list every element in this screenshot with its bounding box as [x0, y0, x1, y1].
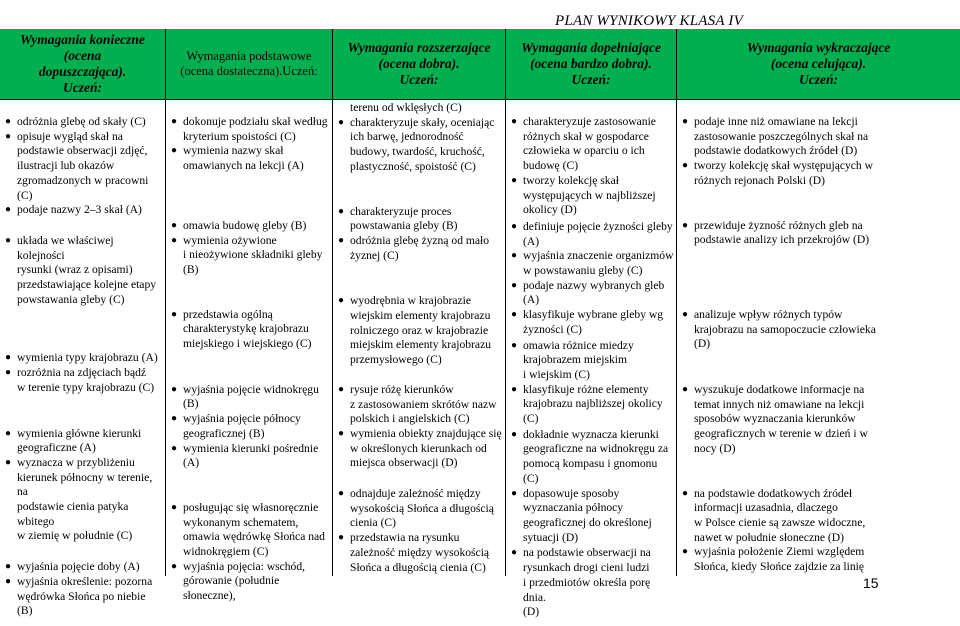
- requirement-block: [4, 427, 162, 545]
- page-number: 15: [863, 575, 879, 591]
- requirement-block: [681, 115, 891, 189]
- bullet-icon: ●: [338, 427, 345, 439]
- list-item-continuation: rolniczego oraz w krajobrazie: [350, 323, 489, 337]
- list-item-continuation: w terenie typy krajobrazu (C): [17, 380, 155, 394]
- bullet-icon: ●: [511, 339, 518, 351]
- bullet-icon: ●: [511, 250, 518, 262]
- list-item-continuation: plastyczność, spoistość (C): [350, 159, 476, 173]
- bullet-icon: ●: [5, 427, 12, 439]
- bullet-icon: ●: [171, 234, 178, 246]
- list-item-continuation: w określonych kierunkach od: [350, 441, 487, 455]
- bullet-icon: ●: [171, 413, 178, 425]
- bullet-icon: ●: [338, 205, 345, 217]
- list-item: ● wymienia nazwy skał: [171, 144, 284, 158]
- list-item-continuation: (A): [523, 293, 540, 307]
- bullet-icon: ●: [5, 561, 12, 573]
- list-item-continuation: wyznaczania północy: [523, 501, 624, 515]
- list-item-continuation: Słońca, kiedy Słońce zajdzie za linię: [694, 560, 864, 574]
- requirement-block: [510, 220, 674, 338]
- bullet-icon: ●: [5, 204, 12, 216]
- requirement-block: [337, 487, 503, 575]
- list-item: ● wyjaśnia znaczenie organizmów: [511, 249, 674, 263]
- list-item-continuation: cienia (C): [350, 516, 397, 530]
- list-item: ● na podstawie obserwacji na: [511, 546, 651, 560]
- list-item-continuation: kierunek północny w terenie, na: [17, 470, 153, 499]
- column-divider: [332, 29, 333, 576]
- requirement-block: [337, 101, 503, 175]
- list-item-continuation: wiejskim elementy krajobrazu: [350, 309, 491, 323]
- list-item-continuation: wędrówka Słońca po niebie (B): [17, 589, 146, 618]
- bullet-icon: ●: [5, 116, 12, 127]
- bullet-icon: ●: [338, 234, 345, 246]
- header-line: (ocena dobra).: [378, 56, 460, 71]
- requirement-block: [4, 560, 162, 619]
- list-item-continuation: polskich i angielskich (C): [350, 412, 470, 426]
- bullet-icon: ●: [511, 383, 518, 395]
- list-item: ● podaje nazwy 2–3 skał (A): [5, 203, 142, 217]
- header-line: Wymagania podstawowe: [186, 49, 312, 63]
- header-line: Wymagania rozszerzające: [347, 40, 491, 55]
- list-item-continuation: żyznej (C): [350, 248, 399, 262]
- list-item: ● odróżnia glebę żyzną od mało: [338, 233, 490, 247]
- header-cell-wykraczajace: [677, 29, 960, 99]
- header-line: Uczeń:: [399, 72, 439, 87]
- bullet-icon: ●: [682, 546, 689, 558]
- list-item-continuation: sytuacji (D): [523, 530, 579, 544]
- requirement-block: [510, 115, 674, 218]
- list-item-continuation: budowy, twardość, kruchość,: [350, 145, 485, 159]
- list-item: ● układa we właściwej kolejności: [5, 233, 114, 262]
- list-item-continuation: informacji uzasadnia, dlaczego: [694, 501, 838, 515]
- list-item-continuation: człowieka w oparciu o ich: [523, 144, 645, 158]
- bullet-icon: ●: [171, 383, 178, 395]
- list-item-continuation: geograficznej do określonej: [523, 515, 652, 529]
- list-item-continuation: przemysłowego (C): [350, 353, 442, 367]
- list-item: ● wyjaśnia określenie: pozorna: [5, 574, 153, 588]
- list-item-continuation: okolicy (D): [523, 203, 577, 217]
- list-item: ● wymienia typy krajobrazu (A): [5, 351, 158, 365]
- list-item-continuation: (D): [523, 605, 540, 619]
- requirement-block: [681, 219, 891, 248]
- header-line: dopuszczająca).: [38, 64, 127, 79]
- list-item: ● podaje inne niż omawiane na lekcji: [682, 115, 858, 128]
- bullet-icon: ●: [511, 174, 518, 186]
- header-line: (ocena dostateczna).Uczeń:: [180, 64, 318, 78]
- list-item: ● charakteryzuje proces: [338, 204, 452, 218]
- column-podstawowe: [170, 115, 330, 610]
- requirement-block: [4, 351, 162, 395]
- list-item: ● wyznacza w przybliżeniu: [5, 455, 135, 469]
- requirement-block: [4, 234, 162, 308]
- list-item: ● wyjaśnia położenie Ziemi względem: [682, 545, 865, 559]
- requirement-block: [337, 383, 503, 471]
- list-item: ● podaje nazwy wybranych gleb: [511, 278, 665, 292]
- bullet-icon: ●: [511, 487, 518, 499]
- list-item-continuation: Słońca a długością cienia (C): [350, 560, 486, 574]
- list-item: ● wymienia główne kierunki: [5, 426, 142, 440]
- list-item-continuation: nocy (D): [694, 441, 736, 455]
- list-item-continuation: z zastosowaniem skrótów nazw: [350, 397, 497, 411]
- bullet-icon: ●: [682, 487, 689, 499]
- list-item: ● przedstawia ogólną: [171, 307, 273, 321]
- list-item-continuation: powstawania gleby (C): [17, 292, 125, 306]
- list-item: ● klasyfikuje różne elementy: [511, 382, 649, 396]
- header-cell-dopelniajace: [506, 29, 676, 99]
- bullet-icon: ●: [5, 575, 12, 587]
- bullet-icon: ●: [171, 116, 178, 127]
- header-line: Uczeń:: [799, 72, 838, 87]
- list-item: ● dokładnie wyznacza kierunki: [511, 427, 659, 441]
- bullet-icon: ●: [5, 234, 12, 246]
- list-item: ● wyjaśnia pojęcie północy: [171, 412, 301, 426]
- bullet-icon: ●: [511, 220, 518, 232]
- list-item-continuation: podstawie dodatkowych źródeł (D): [694, 144, 858, 158]
- header-line: Uczeń:: [63, 80, 102, 95]
- bullet-icon: ●: [511, 309, 518, 321]
- bullet-icon: ●: [171, 501, 178, 513]
- bullet-icon: ●: [682, 219, 689, 231]
- bullet-icon: ●: [338, 383, 345, 395]
- bullet-icon: ●: [171, 219, 178, 231]
- header-cell-koniecznie: [0, 29, 165, 99]
- list-item-continuation: wykonanym schematem,: [183, 515, 299, 529]
- requirement-block: [681, 308, 891, 352]
- bullet-icon: ●: [511, 116, 518, 127]
- list-item-continuation: pomocą kompasu i gnomonu (C): [523, 457, 658, 485]
- list-item-continuation: rysunkach drogi cieni ludzi: [523, 561, 650, 575]
- list-item: ● odnajduje zależność między: [338, 487, 481, 501]
- bullet-icon: ●: [171, 442, 178, 454]
- list-item: ● wyodrębnia w krajobrazie: [338, 294, 472, 308]
- list-item-continuation: i przedmiotów określa porę dnia.: [523, 575, 651, 604]
- list-item: ● przedstawia na rysunku: [338, 531, 460, 545]
- list-item-continuation: (D): [694, 337, 711, 351]
- requirement-block: [337, 294, 503, 368]
- list-item-continuation: różnych skał w gospodarce: [523, 129, 649, 143]
- requirement-block: [510, 339, 674, 427]
- list-item-continuation: geograficznych w terenie w dzień i w: [694, 427, 868, 441]
- list-item-continuation: wysokością Słońca a długością: [350, 501, 494, 515]
- bullet-icon: ●: [338, 116, 345, 128]
- column-wykraczajace: [681, 115, 891, 581]
- header-line: Wymagania dopełniające: [521, 40, 661, 55]
- list-item-continuation: i wiejskim (C): [523, 367, 590, 381]
- list-item-continuation: nawet w południe słoneczne (D): [694, 530, 845, 544]
- list-item-continuation: różnych rejonach Polski (D): [694, 173, 826, 187]
- bullet-icon: ●: [5, 367, 12, 379]
- list-item-continuation: sposobów wyznaczania kierunków: [694, 412, 856, 426]
- header-line: Wymagania konieczne (ocena: [20, 32, 145, 63]
- bullet-icon: ●: [5, 130, 12, 142]
- requirement-block: [170, 383, 330, 471]
- list-item: ● opisuje wygląd skał na: [5, 129, 123, 143]
- bullet-icon: ●: [511, 279, 518, 291]
- requirement-block: [681, 487, 891, 575]
- list-item: ● na podstawie dodatkowych źródeł: [682, 486, 853, 500]
- list-item: ● rozróżnia na zdjęciach bądź: [5, 366, 147, 380]
- list-item-continuation: i nieożywione składniki gleby: [183, 248, 323, 262]
- list-item-continuation: podstawie cienia patyka wbitego: [17, 500, 129, 528]
- list-item: ● wyjaśnia pojęcie doby (A): [5, 560, 140, 574]
- list-item: ● wymienia obiekty znajdujące się: [338, 426, 502, 440]
- list-item: ● omawia różnice miedzy: [511, 338, 634, 352]
- bullet-icon: ●: [338, 488, 345, 500]
- list-item-continuation: ilustracji lub okazów: [17, 159, 115, 173]
- list-item-continuation: występujących w najbliższej: [523, 188, 656, 202]
- bullet-icon: ●: [511, 547, 518, 559]
- list-item: ● charakteryzuje skały, oceniając: [338, 115, 495, 129]
- list-item-continuation: geograficznej (B): [183, 426, 265, 440]
- list-item: ● tworzy kolekcję skał: [511, 173, 619, 187]
- list-item: ● posługując się własnoręcznie: [171, 500, 319, 514]
- list-item: ● klasyfikuje wybrane gleby wg: [511, 308, 664, 322]
- list-item: ● charakteryzuje zastosowanie: [511, 115, 656, 128]
- list-item: ● analizuje wpływ różnych typów: [682, 307, 843, 321]
- list-item-continuation: rysunki (wraz z opisami): [17, 263, 133, 277]
- header-line: (ocena celująca).: [770, 56, 867, 71]
- bullet-icon: ●: [5, 352, 12, 364]
- list-item-continuation: zastosowanie poszczególnych skał na: [694, 129, 869, 143]
- list-item-continuation: podstawie obserwacji zdjęć,: [17, 144, 148, 158]
- requirement-block: [170, 219, 330, 278]
- bullet-icon: ●: [682, 160, 689, 172]
- list-item: ● wymienia ożywione: [171, 233, 277, 247]
- column-dopelniajace: [510, 115, 674, 626]
- list-item-continuation: żyzności (C): [523, 322, 582, 336]
- list-item-continuation: powstawania gleby (B): [350, 219, 458, 233]
- list-item: ● definiuje pojęcie żyzności gleby: [511, 219, 673, 233]
- list-item-continuation: terenu od wklęsłych (C): [350, 101, 462, 114]
- list-item-continuation: zgromadzonych w pracowni (C): [17, 173, 149, 202]
- list-item-continuation: górowanie (południe słoneczne),: [183, 574, 280, 603]
- requirement-block: [170, 115, 330, 174]
- list-item-continuation: przedstawiające kolejne etapy: [17, 278, 157, 292]
- list-item: ● wyjaśnia pojęcia: wschód,: [171, 559, 306, 573]
- list-item-continuation: omawianych na lekcji (A): [183, 159, 304, 173]
- list-item: ● wyszukuje dodatkowe informacje na: [682, 383, 865, 397]
- list-item: ● rysuje różę kierunków: [338, 382, 454, 396]
- list-item-continuation: ich barwę, jednorodność: [350, 130, 464, 144]
- list-item-continuation: miejsca obserwacji (D): [350, 456, 458, 470]
- list-item-continuation: geograficzne (A): [17, 441, 96, 455]
- requirement-block: [681, 383, 891, 457]
- list-item-continuation: krajobrazem miejskim: [523, 353, 627, 367]
- requirement-block: [510, 546, 674, 620]
- list-item-continuation: podstawie analizy ich przekrojów (D): [694, 233, 870, 247]
- table-header: [0, 29, 960, 100]
- list-item-continuation: w Polsce cienie są zawsze widoczne,: [694, 515, 866, 529]
- list-item: ● przewiduje żyzność różnych gleb na: [682, 218, 863, 232]
- requirement-block: [337, 205, 503, 264]
- bullet-icon: ●: [5, 456, 12, 468]
- list-item: ● wyjaśnia pojęcie widnokręgu (B): [171, 382, 319, 411]
- list-item-continuation: krajobrazu najbliższej okolicy: [523, 397, 663, 411]
- requirement-block: [170, 308, 330, 352]
- header-line: (ocena bardzo dobra).: [530, 56, 652, 71]
- bullet-icon: ●: [682, 384, 689, 396]
- list-item-continuation: zależność między wysokością: [350, 545, 490, 559]
- column-divider: [165, 29, 166, 576]
- list-item: ● tworzy kolekcję skał występujących w: [682, 159, 874, 173]
- requirement-block: [510, 428, 674, 546]
- bullet-icon: ●: [682, 308, 689, 320]
- list-item-continuation: kryterium spoistości (C): [183, 129, 296, 143]
- list-item-continuation: omawia wędrówkę Słońca nad: [183, 530, 325, 544]
- list-item-continuation: (A): [523, 234, 540, 248]
- requirement-block: [170, 501, 330, 604]
- list-item: ● wymienia kierunki pośrednie (A): [171, 441, 319, 470]
- bullet-icon: ●: [682, 116, 689, 127]
- header-cell-podstawowe: [166, 29, 332, 99]
- list-item-continuation: miejskim elementy krajobrazu: [350, 338, 492, 352]
- list-item-continuation: krajobrazu na samopoczucie człowieka: [694, 322, 876, 336]
- list-item: ● dopasowuje sposoby: [511, 486, 620, 500]
- bullet-icon: ●: [171, 560, 178, 572]
- column-rozszerzajace: [337, 101, 503, 581]
- list-item: ● omawia budowę gleby (B): [171, 218, 307, 232]
- list-item-continuation: w ziemię w południe (C): [17, 529, 133, 543]
- bullet-icon: ●: [171, 145, 178, 157]
- list-item-continuation: budowę (C): [523, 159, 579, 173]
- list-item: ● dokonuje podziału skał według: [171, 115, 328, 128]
- plan-title: PLAN WYNIKOWY KLASA IV: [555, 13, 743, 29]
- requirement-block: [4, 115, 162, 218]
- header-line: Wymagania wykraczające: [746, 40, 891, 55]
- column-divider: [676, 29, 677, 576]
- list-item-continuation: temat innych niż omawiane na lekcji: [694, 397, 865, 411]
- column-koniecznie: [4, 115, 162, 625]
- bullet-icon: ●: [171, 308, 178, 320]
- list-item-continuation: (C): [523, 412, 539, 426]
- list-item-continuation: miejskiego i wiejskiego (C): [183, 337, 312, 351]
- header-cell-rozszerzajace: [333, 29, 505, 99]
- column-divider: [505, 29, 506, 576]
- header-line: Uczeń:: [571, 72, 611, 87]
- list-item-continuation: widnokręgiem (C): [183, 545, 269, 559]
- list-item-continuation: geograficzne na widnokręgu za: [523, 442, 669, 456]
- list-item-continuation: charakterystykę krajobrazu: [183, 322, 309, 336]
- bullet-icon: ●: [338, 532, 345, 544]
- list-item-continuation: w powstawaniu gleby (C): [523, 264, 643, 278]
- list-item-continuation: (B): [183, 262, 199, 276]
- list-item: ● odróżnia glebę od skały (C): [5, 115, 146, 128]
- bullet-icon: ●: [338, 295, 345, 307]
- bullet-icon: ●: [511, 428, 518, 440]
